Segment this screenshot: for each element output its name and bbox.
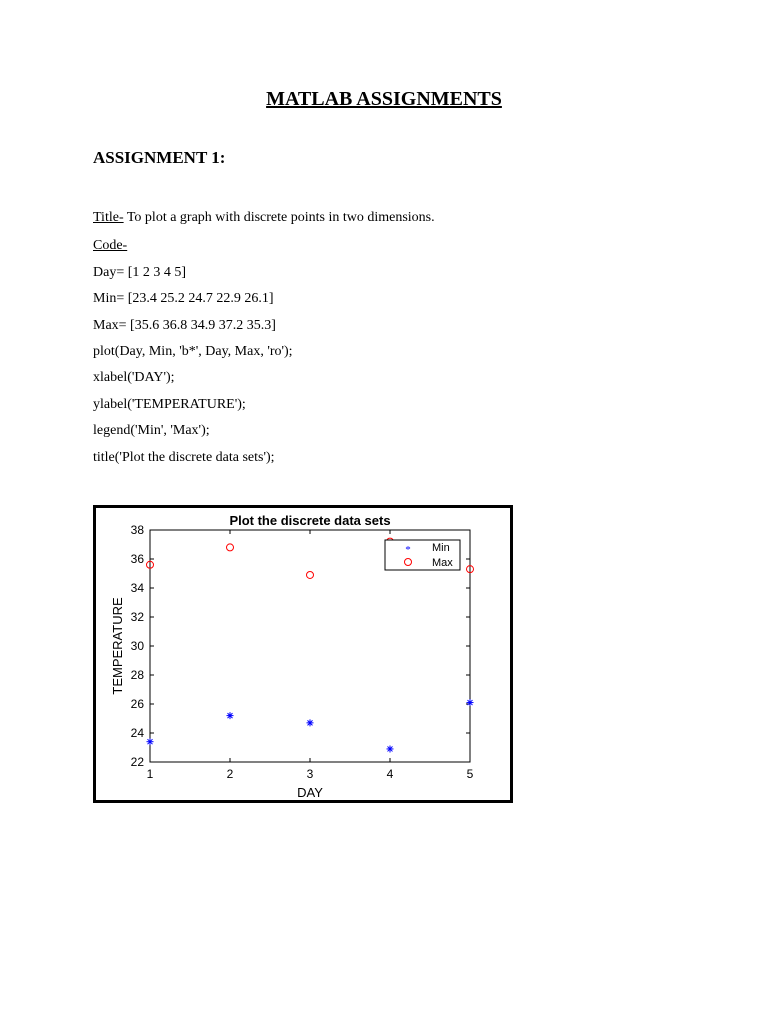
y-axis-label: TEMPERATURE [110,597,125,695]
y-tick-label: 22 [130,755,144,769]
x-tick-label: 1 [146,767,154,781]
x-tick-label: 2 [226,767,234,781]
min-point [387,745,394,752]
y-tick-label: 26 [130,697,144,711]
code-label: Code- [93,238,128,253]
min-point [227,712,234,719]
min-point [307,719,314,726]
code-line: title('Plot the discrete data sets'); [93,450,275,465]
min-point [467,699,474,706]
title-label: Title- [93,210,124,225]
legend-min-label: Min [432,542,450,554]
min-point [147,738,154,745]
code-line: ylabel('TEMPERATURE'); [93,397,246,412]
code-line: legend('Min', 'Max'); [93,423,210,438]
scatter-chart [93,505,513,803]
code-line: Max= [35.6 36.8 34.9 37.2 35.3] [93,318,276,333]
code-line: plot(Day, Min, 'b*', Day, Max, 'ro'); [93,344,293,359]
legend-max-label: Max [432,557,453,569]
y-tick-label: 30 [130,639,144,653]
y-tick-label: 34 [130,581,144,595]
y-tick-label: 28 [130,668,144,682]
y-tick-label: 32 [130,610,144,624]
assignment-heading: ASSIGNMENT 1: [93,148,226,167]
legend [385,540,460,570]
title-line [93,210,435,226]
chart-title: Plot the discrete data sets [229,513,391,528]
y-tick-label: 36 [130,552,144,566]
x-tick-label: 5 [466,767,474,781]
x-tick-label: 3 [306,767,314,781]
code-line: Day= [1 2 3 4 5] [93,265,187,280]
x-axis-label: DAY [297,785,323,800]
legend-min-marker: * [405,544,411,556]
x-tick-label: 4 [386,767,394,781]
y-tick-label: 24 [130,726,144,740]
figure [93,505,513,803]
document-title: MATLAB ASSIGNMENTS [266,88,502,110]
title-text: To plot a graph with discrete points in two dimensions. [123,210,435,225]
code-line: Min= [23.4 25.2 24.7 22.9 26.1] [93,291,274,306]
y-tick-label: 38 [130,523,144,537]
code-line: xlabel('DAY'); [93,370,175,385]
